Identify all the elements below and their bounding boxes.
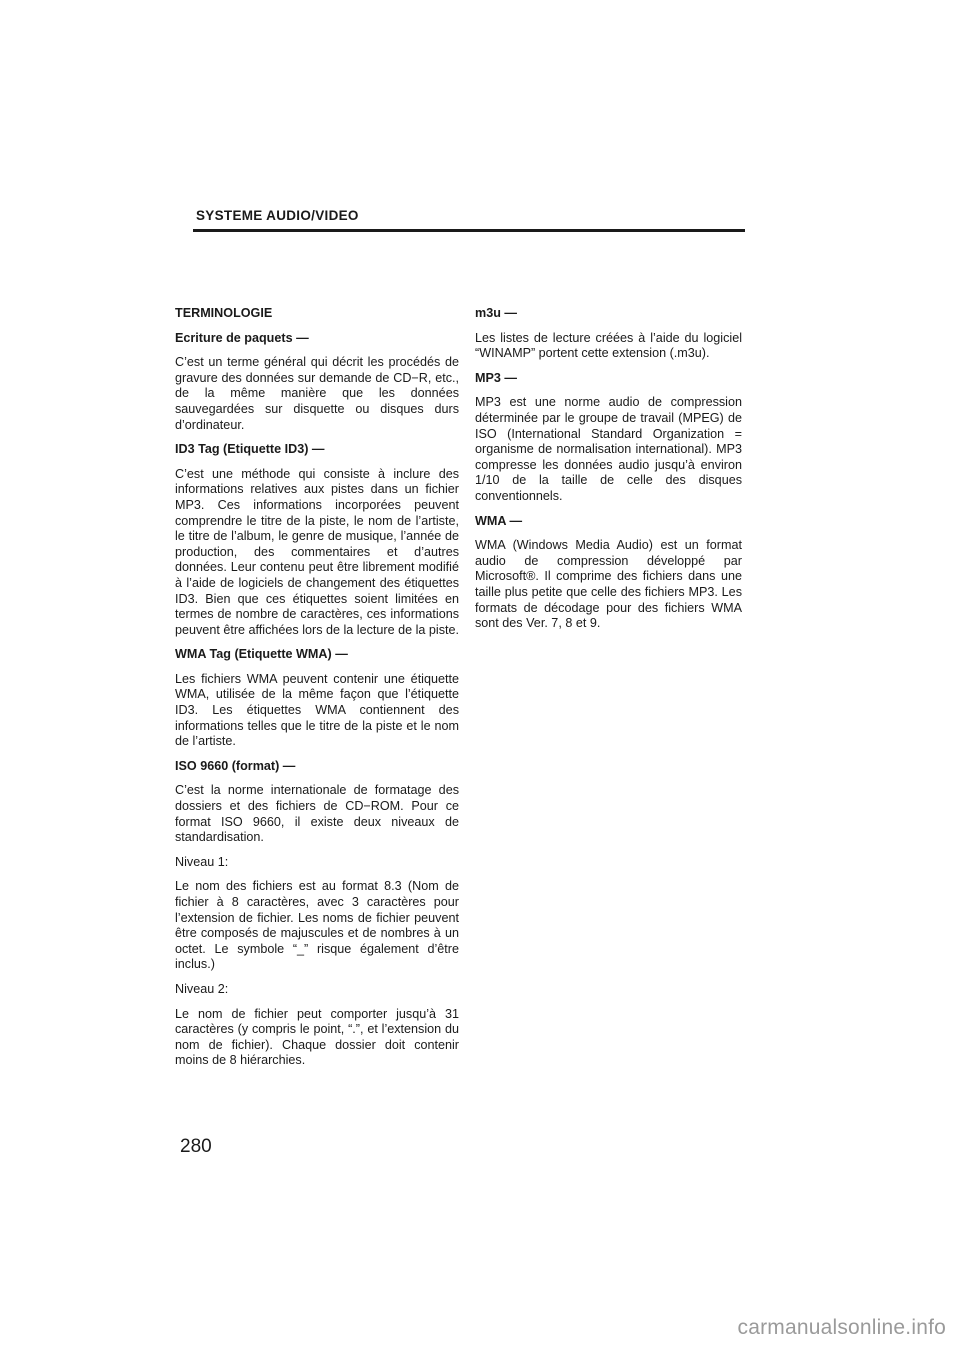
term-title: ID3 Tag (Etiquette ID3) —	[175, 442, 325, 457]
body-paragraph: MP3 est une norme audio de compression déterminée par le groupe de travail (MPEG) de ISO (International Standard Organization = organisme de normalisation international). MP3 compresse les données audio jusqu’à environ 1/10 de la taille de celle des disques conventionnels.	[475, 395, 742, 503]
left-column	[175, 306, 459, 1078]
body-paragraph: Le nom de fichier peut comporter jusqu’à 31 caractères (y compris le point, “.”, et l’extension du nom de fichier). Chaque dossier doit contenir moins de 8 hiérarchies.	[175, 1006, 459, 1068]
body-paragraph: Niveau 1:	[175, 854, 229, 869]
body-paragraph: WMA (Windows Media Audio) est un format audio de compression développé par Microsoft®. Il comprime des fichiers dans une taille plus petite que celle des fichiers MP3. Les formats de décodage pour des fichiers WMA sont des Ver. 7, 8 et 9.	[475, 538, 742, 631]
term-title: MP3 —	[475, 370, 517, 385]
body-paragraph: Le nom des fichiers est au format 8.3 (Nom de fichier à 8 caractères, avec 3 caractères pour l’extension de fichier. Les noms de fichier peuvent être composés de majuscules et de nombres à un octet. Le symbole “_” risque également d’être inclus.)	[175, 879, 459, 972]
header-divider	[193, 229, 745, 232]
body-paragraph: C’est la norme internationale de formatage des dossiers et des fichiers de CD−ROM. Pour ce format ISO 9660, il existe deux niveaux de standardisation.	[175, 783, 459, 845]
body-paragraph: Les fichiers WMA peuvent contenir une étiquette WMA, utilisée de la même façon que l’étiquette ID3. Les étiquettes WMA contiennent des informations telles que le titre de la piste et le nom de l’artiste.	[175, 671, 459, 749]
term-title: WMA Tag (Etiquette WMA) —	[175, 647, 348, 662]
watermark-link[interactable]: carmanualsonline.info	[737, 1316, 946, 1339]
section-heading: TERMINOLOGIE	[175, 306, 273, 320]
term-title: WMA —	[475, 513, 523, 528]
term-title: ISO 9660 (format) —	[175, 758, 296, 773]
body-paragraph: Les listes de lecture créées à l’aide du logiciel “WINAMP” portent cette extension (.m3u).	[475, 330, 742, 361]
right-column	[475, 306, 742, 641]
body-paragraph: C’est une méthode qui consiste à inclure des informations relatives aux pistes dans un fichier MP3. Ces informations incorporées peuvent comprendre le titre de la piste, le nom de l’artiste, le titre de l’album, le genre de musique, l’année de production, des commentaires et d’autres données. Leur contenu peut être librement modifié à l’aide de logiciels de changement des étiquettes ID3. Bien que ces étiquettes soient limitées en termes de nombre de caractères, ces informations peuvent être affichées lors de la lecture de la piste.	[175, 466, 459, 637]
body-paragraph: C’est un terme général qui décrit les procédés de gravure des données sur demande de CD−R, etc., de la même manière que les données sauvegardées sur disquette ou disques durs d’ordinateur.	[175, 355, 459, 432]
term-title: Ecriture de paquets —	[175, 330, 309, 345]
term-title: m3u —	[475, 306, 517, 320]
page-number: 280	[180, 1136, 212, 1157]
section-title: SYSTEME AUDIO/VIDEO	[196, 208, 359, 223]
body-paragraph: Niveau 2:	[175, 981, 229, 996]
